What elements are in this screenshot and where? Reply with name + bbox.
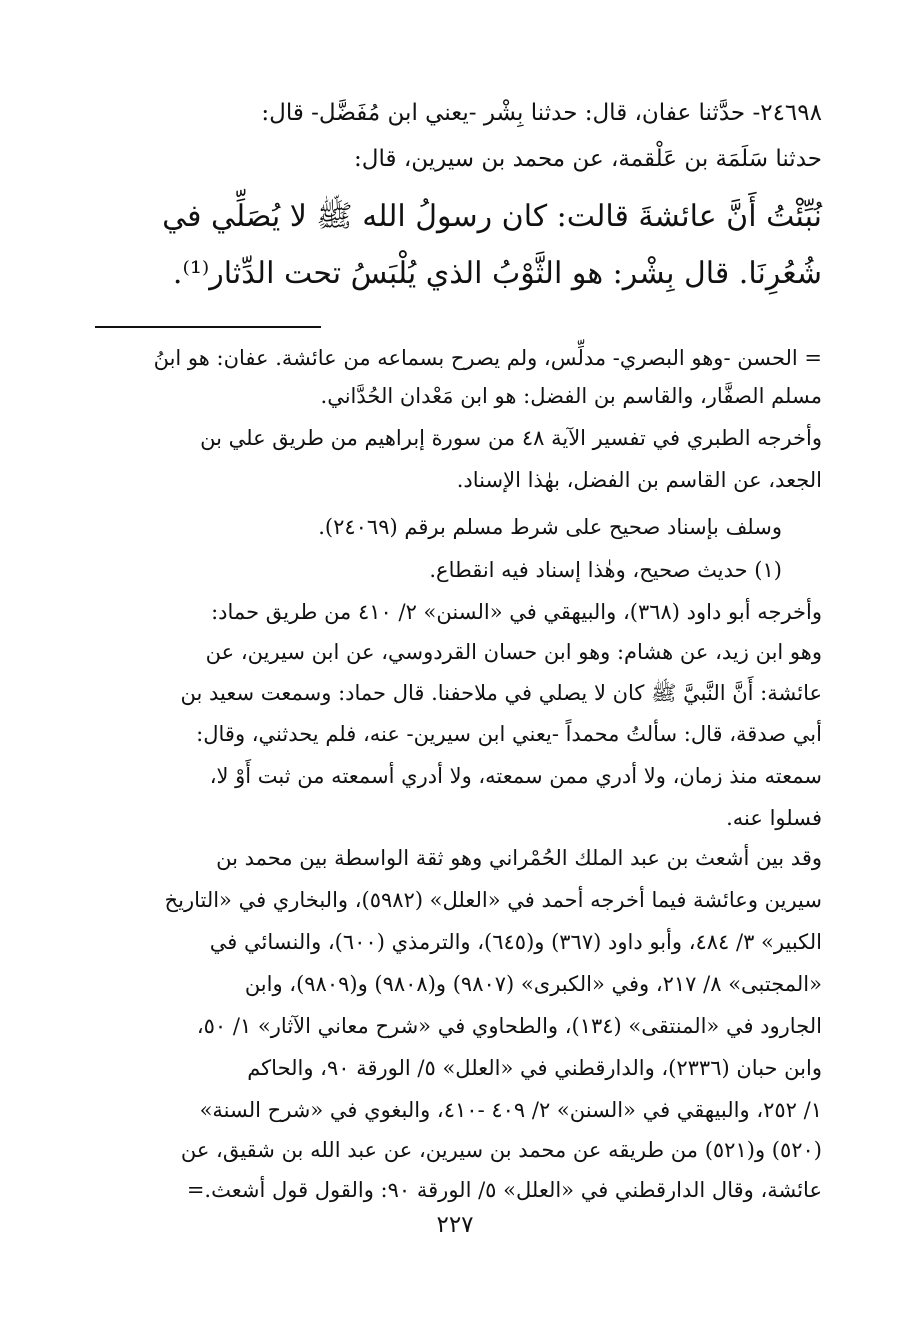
main-text-line: حدثنا سَلَمَة بن عَلْقمة، عن محمد بن سيرين، قال: <box>354 146 822 172</box>
footnote-line: عائشة: أَنَّ النَّبيَّ ﷺ كان لا يصلي في ملاحفنا. قال حماد: وسمعت سعيد بن <box>180 681 822 705</box>
footnote-line: سيرين وعائشة فيما أخرجه أحمد في «العلل» (٥٩٨٢)، والبخاري في «التاريخ <box>164 888 822 912</box>
footnote-line: الجارود في «المنتقى» (١٣٤)، والطحاوي في «شرح معاني الآثار» ١/ ٥٠، <box>196 1014 822 1038</box>
footnote-line: «المجتبى» ٨/ ٢١٧، وفي «الكبرى» (٩٨٠٧) و(٩٨٠٨) و(٩٨٠٩)، وابن <box>244 972 822 996</box>
footnote-line: الجعد، عن القاسم بن الفضل، بهٰذا الإسناد. <box>456 468 822 492</box>
hadith-text-line: شُعُرِنَا. قال بِشْر: هو الثَّوْبُ الذي يُلْبَسُ تحت الدِّثار⁽¹⁾. <box>172 256 822 291</box>
footnote-line: وأخرجه أبو داود (٣٦٨)، والبيهقي في «السنن» ٢/ ٤١٠ من طريق حماد: <box>211 600 822 624</box>
footnote-line: أبي صدقة، قال: سألتُ محمداً -يعني ابن سيرين- عنه، فلم يحدثني، وقال: <box>196 722 822 746</box>
footnote-separator <box>95 326 321 328</box>
footnote-line: مسلم الصفَّار، والقاسم بن الفضل: هو ابن مَعْدان الحُدَّاني. <box>320 384 822 408</box>
footnote-line: ١/ ٢٥٢، والبيهقي في «السنن» ٢/ ٤٠٩ -٤١٠، والبغوي في «شرح السنة» <box>199 1098 822 1122</box>
footnote-line: وقد بين أشعث بن عبد الملك الحُمْراني وهو ثقة الواسطة بين محمد بن <box>216 846 822 870</box>
page-number: ٢٢٧ <box>436 1212 474 1238</box>
footnote-line: (٥٢٠) و(٥٢١) من طريقه عن محمد بن سيرين، عن عبد الله بن شقيق، عن <box>180 1138 822 1162</box>
footnote-line: وابن حبان (٢٣٣٦)، والدارقطني في «العلل» ٥/ الورقة ٩٠، والحاكم <box>247 1056 822 1080</box>
main-text-line: ٢٤٦٩٨- حدَّثنا عفان، قال: حدثنا بِشْر -يعني ابن مُفَضَّل- قال: <box>261 100 822 126</box>
hadith-text-line: نُبِّئْتُ أَنَّ عائشةَ قالت: كان رسولُ الله ﷺ لا يُصَلِّي في <box>162 199 822 234</box>
footnote-line: الكبير» ٣/ ٤٨٤، وأبو داود (٣٦٧) و(٦٤٥)، والترمذي (٦٠٠)، والنسائي في <box>209 930 822 954</box>
footnote-line: سمعته منذ زمان، ولا أدري ممن سمعته، ولا أدري أسمعته من ثبت أَوْ لا، <box>209 764 822 788</box>
footnote-line: فسلوا عنه. <box>726 806 822 830</box>
footnote-line: (١) حديث صحيح، وهٰذا إسناد فيه انقطاع. <box>429 558 782 582</box>
footnote-line: وسلف بإسناد صحيح على شرط مسلم برقم (٢٤٠٦٩). <box>318 515 782 539</box>
footnote-line: وأخرجه الطبري في تفسير الآية ٤٨ من سورة إبراهيم من طريق علي بن <box>200 426 822 450</box>
footnote-line: وهو ابن زيد، عن هشام: وهو ابن حسان القردوسي، عن ابن سيرين، عن <box>205 640 822 664</box>
footnote-line: عائشة، وقال الدارقطني في «العلل» ٥/ الورقة ٩٠: والقول قول أشعث.= <box>186 1178 822 1202</box>
footnote-line: = الحسن -وهو البصري- مدلِّس، ولم يصرح بسماعه من عائشة. عفان: هو ابنُ <box>153 346 822 370</box>
